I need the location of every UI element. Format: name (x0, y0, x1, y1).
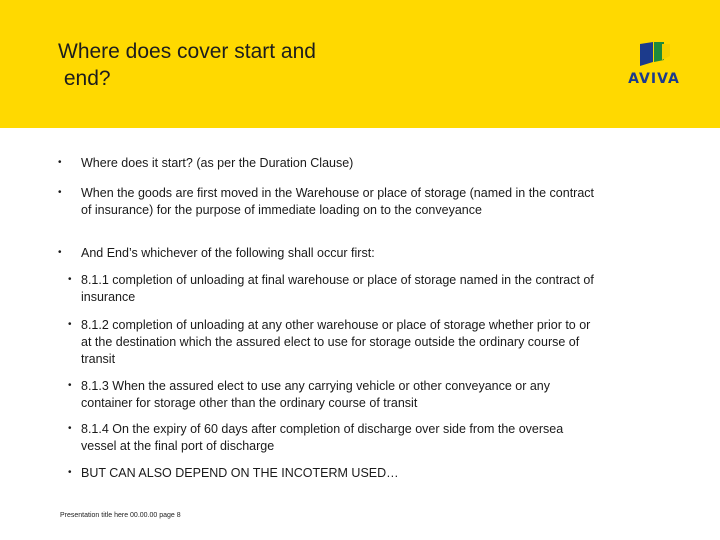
bullet-text: And End’s whichever of the following shall occur first: (81, 246, 375, 260)
bullet-dot: • (58, 157, 62, 168)
bullet-dot: • (68, 467, 72, 478)
slide-title: Where does cover start and end? (58, 40, 316, 90)
sub-bullet-text: 8.1.2 completion of unloading at any other warehouse or place of storage whether prior to or at the destination which the assured elect to use for storage outside the ordinary course of transit (81, 318, 591, 366)
bullet-text: Where does it start? (as per the Duration Clause) (81, 156, 354, 170)
bullet-dot: • (68, 380, 72, 391)
sub-bullet-text: BUT CAN ALSO DEPEND ON THE INCOTERM USED… (81, 466, 399, 480)
bullet-dot: • (68, 274, 72, 285)
bullet-dot: • (58, 247, 62, 258)
bullet-text: When the goods are first moved in the Warehouse or place of storage (named in the contract of insurance) for the purpose of immediate loading on to the conveyance (81, 186, 595, 217)
logo-wordmark: AVIVA (628, 71, 680, 87)
bullet-dot: • (68, 423, 72, 434)
sub-bullet-text: 8.1.1 completion of unloading at final warehouse or place of storage named in the contract of insurance (81, 273, 594, 304)
slide-footer: Presentation title here 00.00.00 page 8 (60, 512, 181, 519)
bullet-dot: • (58, 187, 62, 198)
bullet-dot: • (68, 319, 72, 330)
sub-bullet-text: 8.1.3 When the assured elect to use any carrying vehicle or other conveyance or any container for storage other than the ordinary course of transit (81, 379, 551, 410)
sub-bullet-text: 8.1.4 On the expiry of 60 days after completion of discharge over side from the oversea vessel at the final port of discharge (81, 422, 564, 453)
